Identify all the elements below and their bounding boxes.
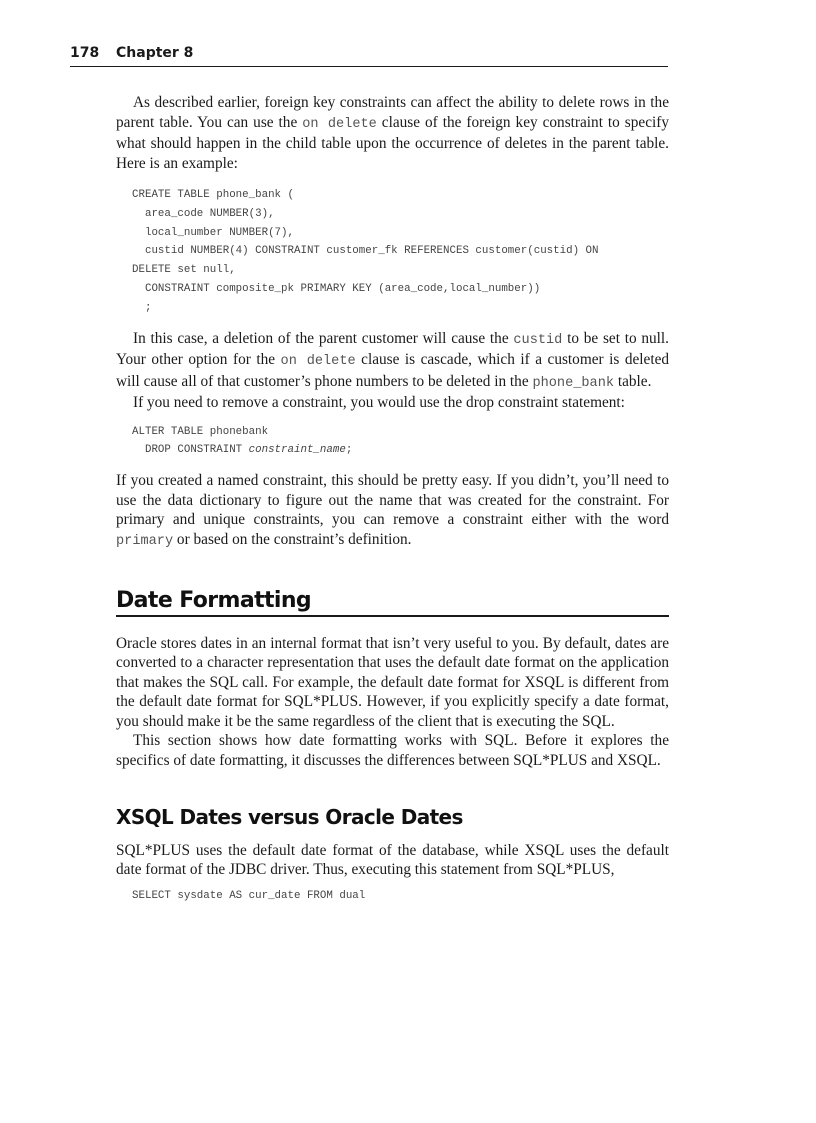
inline-code-custid: custid (513, 332, 563, 348)
code-line: DELETE set null, (132, 264, 236, 277)
inline-code-phone-bank: phone_bank (532, 375, 615, 391)
paragraph-oracle-dates: Oracle stores dates in an internal format that isn’t very useful to you. By default, dates are converted to a character representation that uses the default date format on the application that makes the SQL call. For example, the default date format for XSQL is different from the default date format for SQL*PLUS. However, if you explicitly specify a date format, you should make it be the same regardless of the client that is executing the SQL. (116, 634, 669, 730)
inline-code-on-delete: on delete (280, 354, 356, 370)
code-line: ALTER TABLE phonebank (132, 425, 269, 438)
code-line: ; (132, 301, 152, 314)
section-heading: Date Formatting (116, 591, 669, 617)
code-line: area_code NUMBER(3), (132, 207, 275, 220)
paragraph-remove-constraint: If you need to remove a constraint, you would use the drop constraint statement: (133, 394, 625, 412)
code-line: CREATE TABLE phone_bank ( (132, 189, 294, 201)
paragraph-section-intro: This section shows how date formatting works with SQL. Before it explores the specifics of date formatting, it discusses the differences between SQL*PLUS and XSQL. (116, 732, 669, 769)
paragraph-xsql-dates: SQL*PLUS uses the default date format of the database, while XSQL uses the default date format of the JDBC driver. Thus, executing this statement from SQL*PLUS, (116, 841, 669, 879)
code-placeholder: constraint_name (248, 444, 346, 457)
inline-code-on-delete: on delete (302, 116, 377, 132)
page-number: 178 (70, 45, 100, 61)
paragraph-deletion: In this case, a deletion of the parent customer will cause the custid to be set to null. Your other option for the on delete clause is cascade, which if a customer is deleted will cause all of that customer’s phone numbers to be deleted in the phone_bank table. (116, 329, 670, 391)
page-body (116, 93, 669, 905)
paragraph-foreign-key: As described earlier, foreign key constraints can affect the ability to delete rows in the parent table. You can use the on delete clause of the foreign key constraint to specify what should happen in the child table upon the occurrence of deletes in the parent table. Here is an example: (116, 94, 669, 172)
code-block-select (116, 887, 669, 906)
paragraph-named-constraint: If you created a named constraint, this should be pretty easy. If you didn’t, you’ll need to use the data dictionary to figure out the name that was created for the constraint. For primary and unique constraints, you can remove a constraint either with the word primary or based on the constraint’s definition. (116, 472, 669, 549)
code-line: CONSTRAINT composite_pk PRIMARY KEY (area_code,local_number)) (132, 282, 541, 295)
chapter-title: Chapter 8 (116, 45, 194, 61)
code-line: custid NUMBER(4) CONSTRAINT customer_fk REFERENCES customer(custid) ON (132, 245, 599, 258)
subsection-heading: XSQL Dates versus Oracle Dates (116, 805, 463, 830)
code-block-alter-table (116, 423, 669, 461)
code-line: local_number NUMBER(7), (132, 226, 294, 239)
code-line: DROP CONSTRAINT constraint_name; (132, 444, 353, 457)
code-line: SELECT sysdate AS cur_date FROM dual (132, 889, 366, 902)
running-head (70, 44, 668, 67)
inline-code-primary: primary (116, 533, 174, 549)
code-block-create-table (116, 186, 669, 318)
